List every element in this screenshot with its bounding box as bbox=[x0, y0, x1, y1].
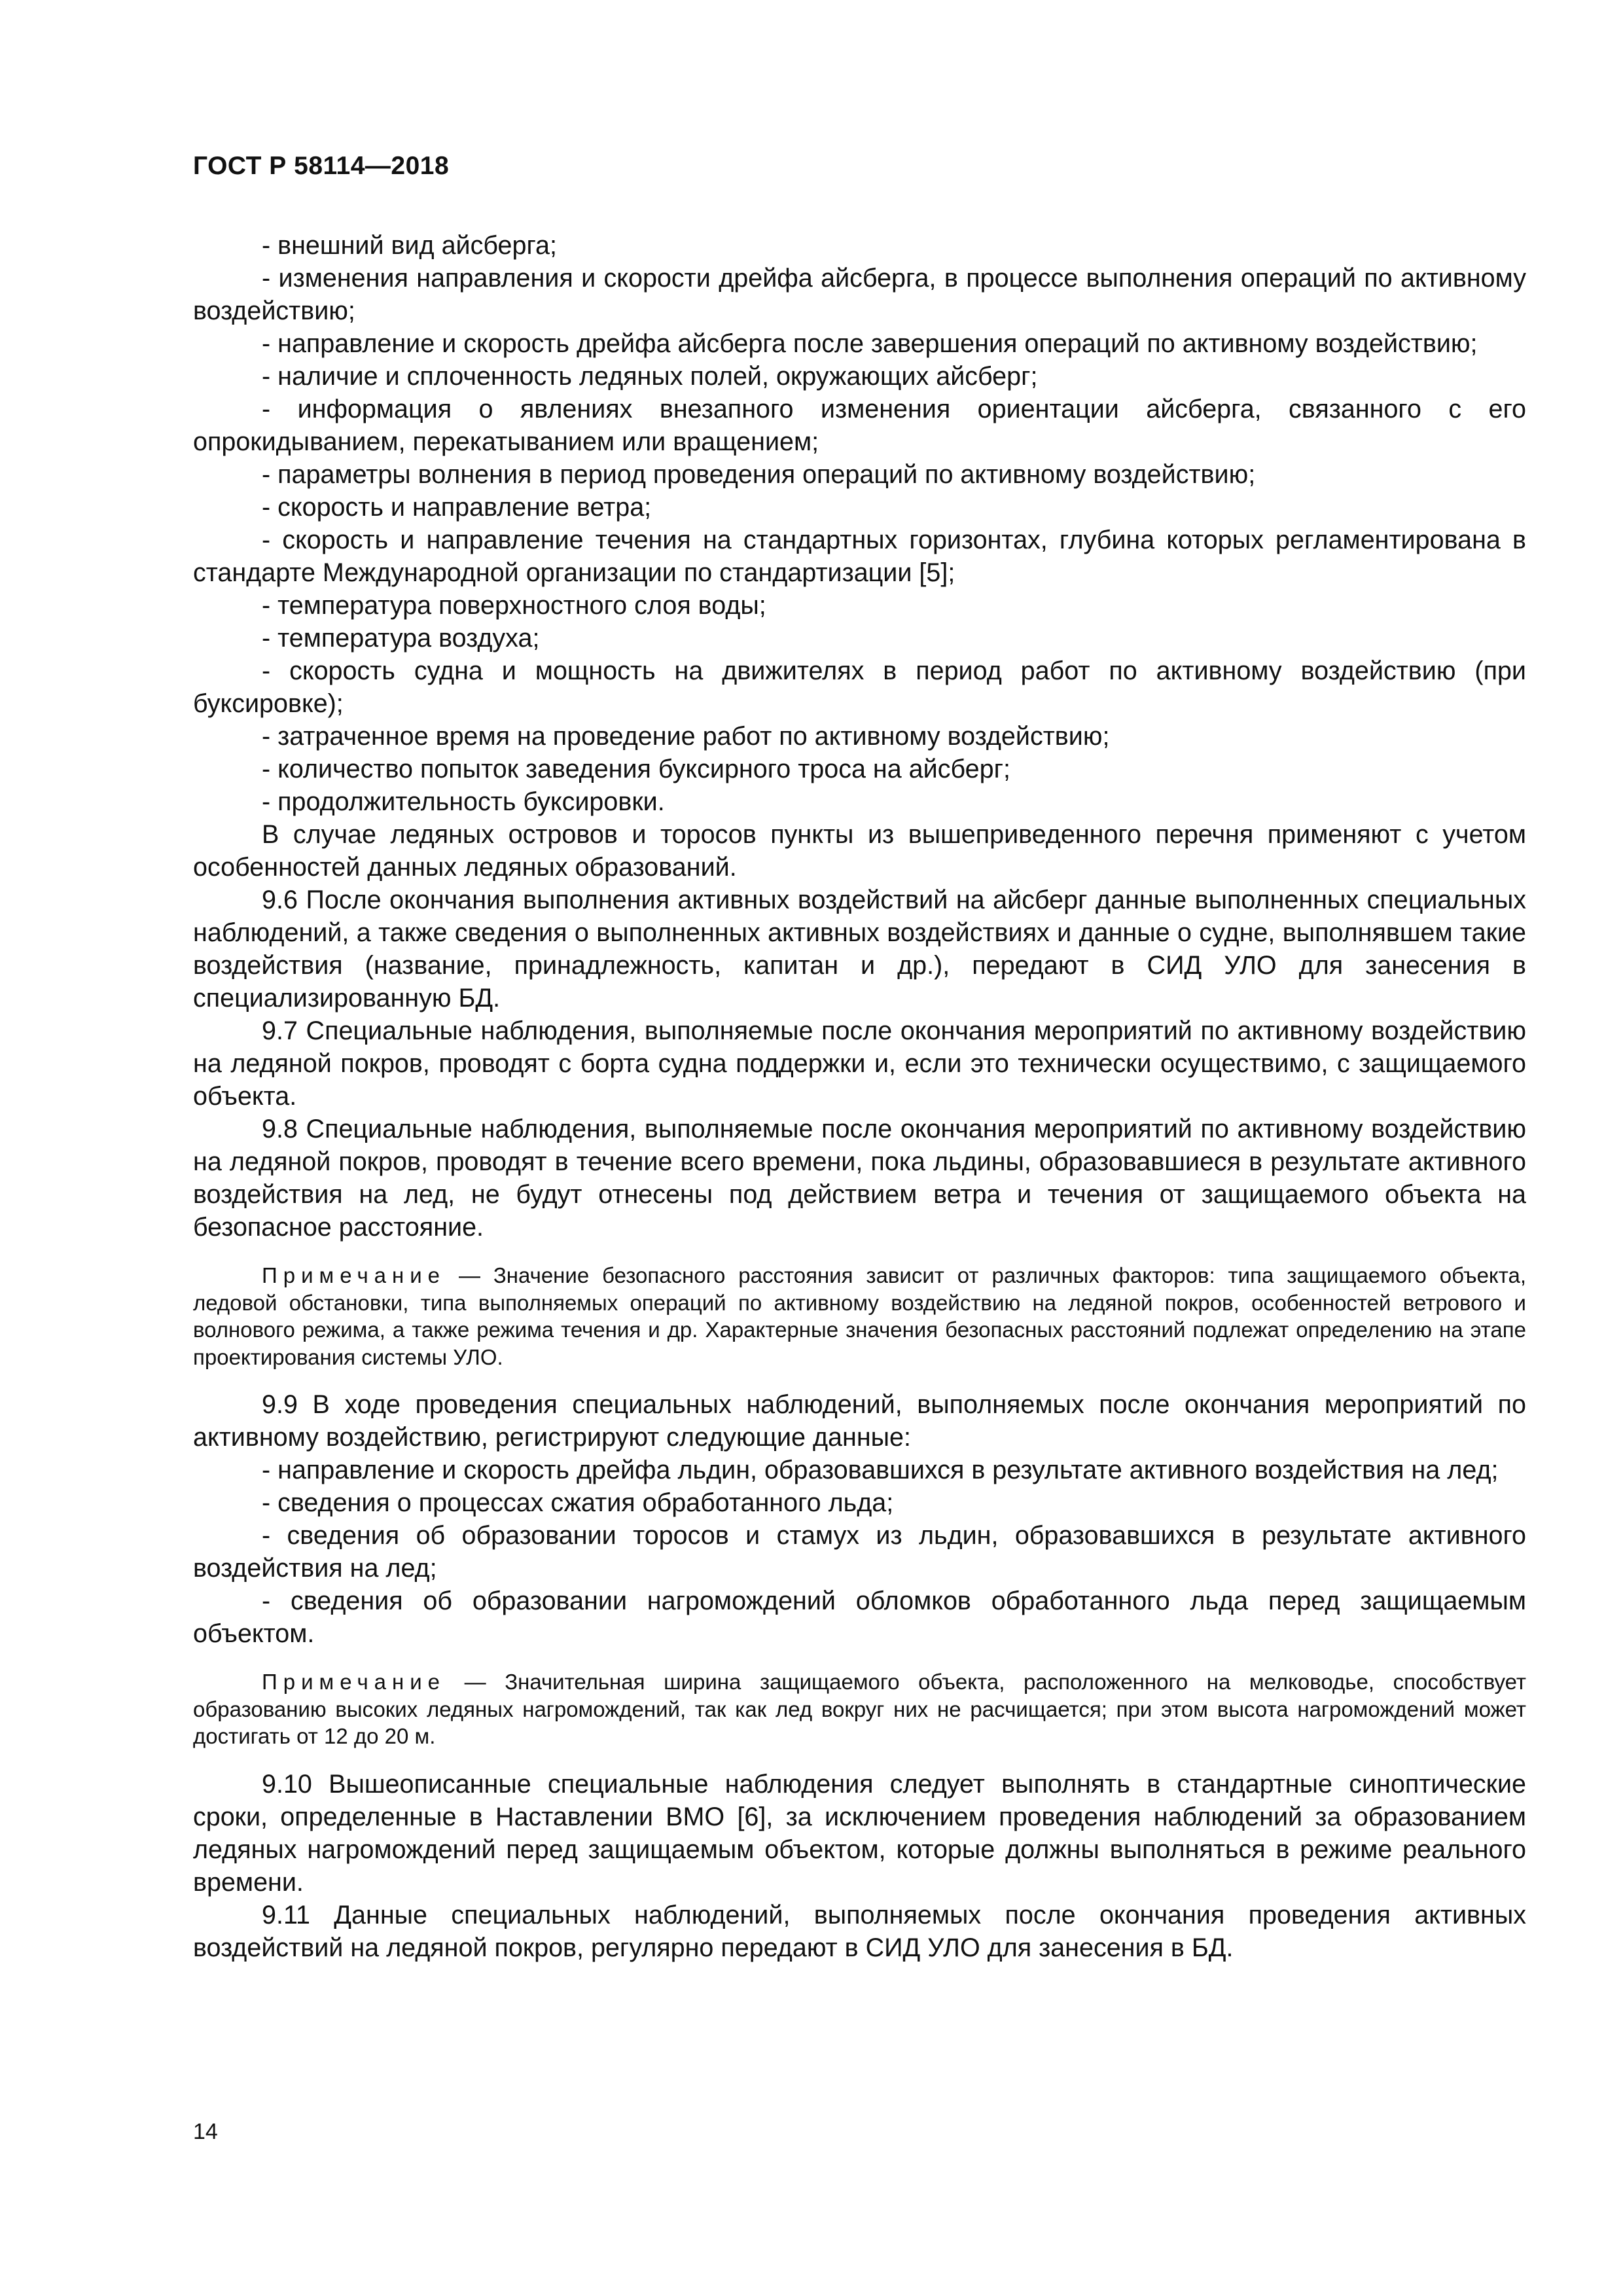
paragraph-9-8: 9.8 Специальные наблюдения, выполняемые после окончания мероприятий по активному воздействию на ледяной покров, проводят в течение всего времени, пока льдины, образовавшиеся в результате активного воздействия на лед, не будут отнесены под действием ветра и течения от защищаемого объекта на безопасное расстояние. bbox=[193, 1115, 1526, 1242]
list-item: - изменения направления и скорости дрейфа айсберга, в процессе выполнения операций по активному воздействию; bbox=[193, 264, 1526, 325]
paragraph-9-6: 9.6 После окончания выполнения активных воздействий на айсберг данные выполненных специальных наблюдений, а также сведения о выполненных активных воздействиях и данные о судне, выполнявшем такие воздействия (название, принадлежность, капитан и др.), передают в СИД УЛО для занесения в специализированную БД. bbox=[193, 886, 1526, 1013]
paragraph: В случае ледяных островов и торосов пункты из вышеприведенного перечня применяют с учетом особенностей данных ледяных образований. bbox=[193, 820, 1526, 882]
paragraph-9-10: 9.10 Вышеописанные специальные наблюдения следует выполнять в стандартные синоптические сроки, определенные в Наставлении ВМО [6], за исключением проведения наблюдений за образованием ледяных нагромождений перед защищаемым объектом, которые должны выполняться в режиме реального времени. bbox=[193, 1769, 1526, 1897]
list-item: - сведения об образовании нагромождений обломков обработанного льда перед защищаемым объектом. bbox=[193, 1587, 1526, 1648]
list-item: - направление и скорость дрейфа льдин, образовавшихся в результате активного воздействия на лед; bbox=[262, 1456, 1499, 1484]
paragraph-9-7: 9.7 Специальные наблюдения, выполняемые после окончания мероприятий по активному воздействию на ледяной покров, проводят с борта судна поддержки и, если это технически осуществимо, с защищаемого объекта. bbox=[193, 1016, 1526, 1111]
list-item: - скорость и направление ветра; bbox=[262, 493, 652, 522]
list-item: - наличие и сплоченность ледяных полей, окружающих айсберг; bbox=[262, 362, 1038, 391]
list-item: - температура поверхностного слоя воды; bbox=[262, 591, 766, 620]
list-item: - направление и скорость дрейфа айсберга после завершения операций по активному воздействию; bbox=[262, 329, 1478, 358]
list-item: - затраченное время на проведение работ по активному воздействию; bbox=[262, 722, 1110, 751]
document-body bbox=[193, 229, 1526, 1964]
list-item: - скорость судна и мощность на движителях в период работ по активному воздействию (при буксировке); bbox=[193, 656, 1526, 718]
list-item: - сведения об образовании торосов и стамух из льдин, образовавшихся в результате активного воздействия на лед; bbox=[193, 1521, 1526, 1583]
document-header: ГОСТ Р 58114—2018 bbox=[193, 152, 450, 180]
list-item: - количество попыток заведения буксирного троса на айсберг; bbox=[262, 755, 1010, 783]
note-label: Примечание bbox=[262, 1670, 446, 1694]
note-text: — Значение безопасного расстояния зависит от различных факторов: типа защищаемого объекта, ледовой обстановки, типа выполняемых операций по активному воздействию на ледяной покров, особенностей ветрового и волнового режима, а также режима течения и др. Характерные значения безопасных расстояний подлежат определению на этапе проектирования системы УЛО. bbox=[193, 1263, 1526, 1369]
list-item: - сведения о процессах сжатия обработанного льда; bbox=[262, 1488, 894, 1517]
paragraph-9-11: 9.11 Данные специальных наблюдений, выполняемых после окончания проведения активных воздействий на ледяной покров, регулярно передают в СИД УЛО для занесения в БД. bbox=[193, 1900, 1526, 1962]
paragraph-9-9: 9.9 В ходе проведения специальных наблюдений, выполняемых после окончания мероприятий по активному воздействию, регистрируют следующие данные: bbox=[193, 1390, 1526, 1452]
note-label: Примечание bbox=[262, 1263, 446, 1287]
note-text: — Значительная ширина защищаемого объекта, расположенного на мелководье, способствует образованию высоких ледяных нагромождений, так как лед вокруг них не расчищается; при этом высота нагромождений может достигать от 12 до 20 м. bbox=[193, 1670, 1526, 1748]
list-item: - параметры волнения в период проведения операций по активному воздействию; bbox=[262, 460, 1256, 489]
note-1 bbox=[193, 1262, 1526, 1371]
list-item: - температура воздуха; bbox=[262, 624, 540, 653]
list-item: - внешний вид айсберга; bbox=[262, 231, 557, 260]
page-number: 14 bbox=[193, 2119, 218, 2144]
list-item: - продолжительность буксировки. bbox=[262, 787, 665, 816]
list-item: - скорость и направление течения на стандартных горизонтах, глубина которых регламентирована в стандарте Международной организации по стандартизации [5]; bbox=[193, 526, 1526, 587]
note-2 bbox=[193, 1668, 1526, 1750]
list-item: - информация о явлениях внезапного изменения ориентации айсберга, связанного с его опрокидыванием, перекатыванием или вращением; bbox=[193, 395, 1526, 456]
